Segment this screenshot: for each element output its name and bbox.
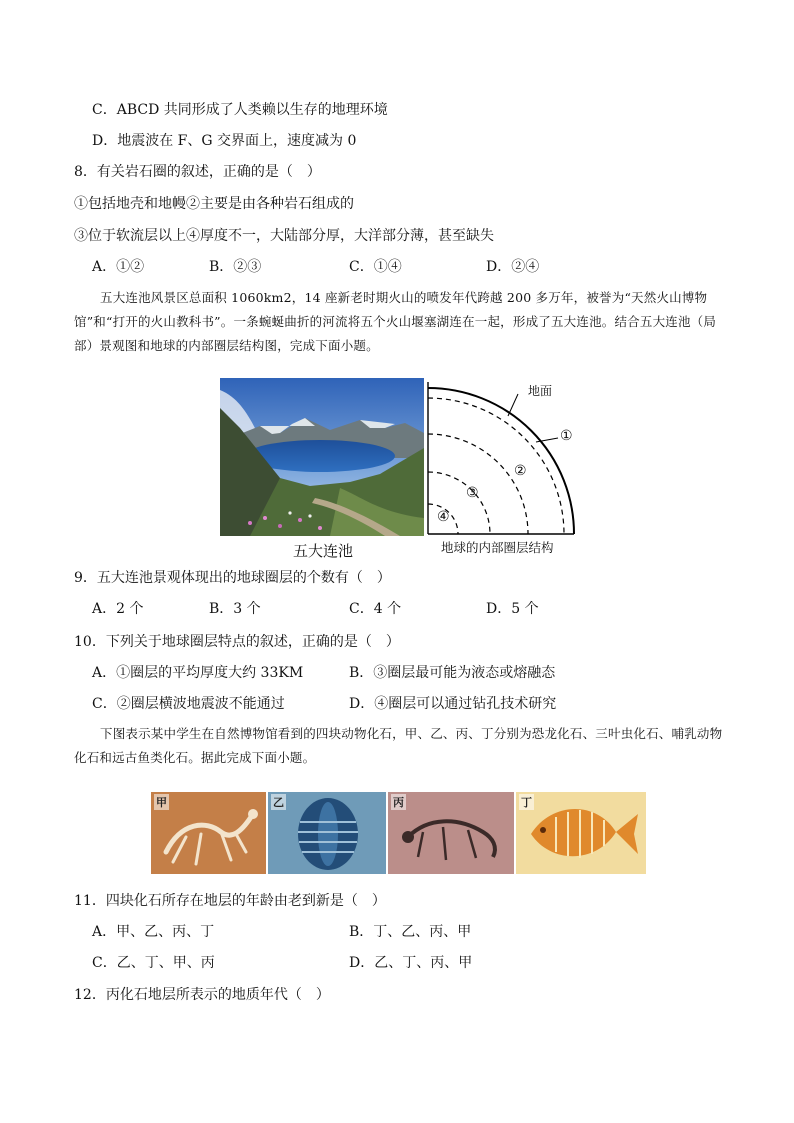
earth-surface-arc xyxy=(428,388,574,534)
q11-option-c: C．乙、丁、甲、丙 xyxy=(92,955,215,971)
passage-wudalianchi: 五大连池风景区总面积 1060km2，14 座新老时期火山的喷发年代跨越 200 多万年，被誉为“天然火山博物馆”和“打开的火山教科书”。一条蜿蜒曲折的河流将五个火山堰塞湖连在一起，形成了五大连池。结合五大连池（局部）景观图和地球的内部圈层结构图，完成下面小题。 xyxy=(74,290,717,353)
layer-4-label: ④ xyxy=(437,509,450,525)
fossil-yi-label: 乙 xyxy=(273,796,284,809)
q8-items-line2: ③位于软流层以上④厚度不一，大陆部分厚，大洋部分薄，甚至缺失 xyxy=(74,228,494,244)
fossil-ding-label: 丁 xyxy=(521,796,532,809)
surface-leader-line xyxy=(508,394,518,416)
photo-caption: 五大连池 xyxy=(293,542,354,560)
q10-option-a: A．①圈层的平均厚度大约 33KM xyxy=(92,665,304,681)
q11-option-d: D．乙、丁、丙、甲 xyxy=(349,955,473,971)
fish-fossil-icon xyxy=(516,792,646,874)
fossil-strip xyxy=(151,792,646,874)
q11-stem: 11．四块化石所存在地层的年龄由老到新是（ ） xyxy=(74,893,386,909)
diagram-caption: 地球的内部圈层结构 xyxy=(441,540,554,555)
fossil-yi xyxy=(268,792,386,874)
surface-label: 地面 xyxy=(528,384,553,398)
q7-option-c: C．ABCD 共同形成了人类赖以生存的地理环境 xyxy=(92,102,388,118)
mammal-fossil-icon xyxy=(388,792,514,874)
q10-option-c: C．②圈层横波地震波不能通过 xyxy=(92,696,285,712)
q9-option-b: B．3 个 xyxy=(209,601,261,617)
q9-stem: 9．五大连池景观体现出的地球圈层的个数有（ ） xyxy=(74,570,391,586)
layer-3-label: ③ xyxy=(466,485,479,501)
q9-option-c: C．4 个 xyxy=(349,601,402,617)
fossil-jia xyxy=(151,792,266,874)
fossil-bing xyxy=(388,792,514,874)
layer-1-label: ① xyxy=(560,428,573,444)
q8-option-c: C．①④ xyxy=(349,259,402,275)
passage-fossils: 下图表示某中学生在自然博物馆看到的四块动物化石，甲、乙、丙、丁分别为恐龙化石、三叶虫化石、哺乳动物化石和远古鱼类化石。据此完成下面小题。 xyxy=(74,726,723,765)
q8-items-line1: ①包括地壳和地幔②主要是由各种岩石组成的 xyxy=(74,196,354,212)
landscape-illustration xyxy=(220,378,424,536)
fossil-bing-label: 丙 xyxy=(393,796,404,809)
q10-stem: 10．下列关于地球圈层特点的叙述，正确的是（ ） xyxy=(74,634,400,650)
q12-stem: 12．丙化石地层所表示的地质年代（ ） xyxy=(74,987,330,1003)
layer-2-label: ② xyxy=(514,463,527,479)
fossil-ding xyxy=(516,792,646,874)
wudalianchi-photo xyxy=(220,378,424,536)
q8-option-a: A．①② xyxy=(92,259,145,275)
q10-option-b: B．③圈层最可能为液态或熔融态 xyxy=(349,665,556,681)
q7-option-d: D．地震波在 F、G 交界面上，速度减为 0 xyxy=(92,133,357,149)
q10-option-d: D．④圈层可以通过钻孔技术研究 xyxy=(349,696,557,712)
fossil-jia-label: 甲 xyxy=(156,796,167,809)
earth-layers-diagram xyxy=(426,380,586,536)
q11-option-a: A．甲、乙、丙、丁 xyxy=(92,924,215,940)
q9-option-d: D．5 个 xyxy=(486,601,539,617)
q9-option-a: A．2 个 xyxy=(92,601,144,617)
q8-option-d: D．②④ xyxy=(486,259,540,275)
q11-option-b: B．丁、乙、丙、甲 xyxy=(349,924,472,940)
q8-option-b: B．②③ xyxy=(209,259,262,275)
q8-stem: 8．有关岩石圈的叙述，正确的是（ ） xyxy=(74,164,321,180)
